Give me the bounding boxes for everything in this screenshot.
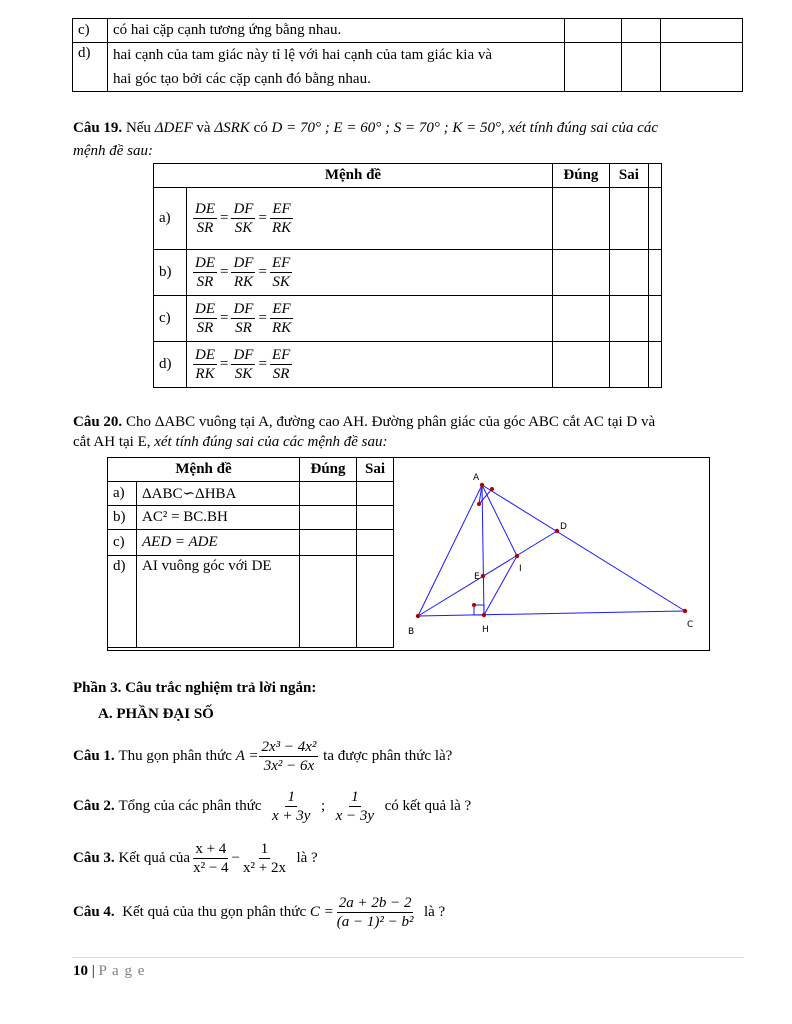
blank-cell (661, 19, 743, 43)
q2-label: Câu 2. (73, 797, 115, 814)
segment-AH (482, 485, 484, 615)
row-label: c) (73, 19, 108, 43)
q19-tri1: ΔDEF (154, 120, 193, 136)
fraction: $\frac{DF}{RK}$ (233, 255, 254, 290)
true-cell[interactable] (552, 296, 609, 342)
false-cell[interactable] (609, 342, 648, 388)
point-D (555, 529, 559, 533)
fraction: $\frac{DF}{SK}$ (233, 347, 254, 382)
row-formula: $\frac{DE}{SR}$ = $\frac{DF}{SK}$ = $\frac{EF}{RK}$ (187, 188, 553, 250)
row-label: c) (154, 296, 187, 342)
false-cell[interactable] (357, 530, 394, 556)
section-title: A. PHẦN ĐẠI SỐ (98, 706, 214, 722)
point-I (515, 554, 519, 558)
triangle-figure (394, 458, 707, 648)
q20-intro (73, 413, 655, 431)
q1 (73, 735, 452, 777)
false-cell[interactable] (622, 43, 661, 92)
blank-cell (648, 296, 661, 342)
row-label: d) (108, 556, 137, 648)
q3-text: Kết quả của (118, 849, 191, 866)
true-cell[interactable] (565, 43, 622, 92)
blank-cell (648, 342, 661, 388)
fraction: $\frac{DF}{SR}$ (233, 301, 254, 336)
footer-rule (72, 957, 744, 958)
q1-text: Thu gọn phân thức (118, 747, 232, 764)
q19-tri2: ΔSRK (214, 120, 250, 136)
q4-tail: là ? (423, 903, 446, 920)
segment-AC (482, 485, 685, 611)
true-cell[interactable] (300, 556, 357, 648)
q20-line1: Cho ΔABC vuông tại A, đường cao AH. Đường phân giác của góc ABC cắt AC tại D và (125, 414, 656, 430)
fraction: $\frac{1}{\text{x² + 2x}}$ (243, 840, 286, 876)
part3-title: Phần 3. Câu trắc nghiệm trả lời ngắn: (73, 680, 317, 696)
row-text (108, 43, 565, 92)
fraction: $\frac{EF}{SR}$ (271, 347, 291, 382)
q3-minus: − (231, 849, 241, 866)
true-cell[interactable] (552, 342, 609, 388)
q19-tail-line2: mệnh đề sau: (73, 143, 153, 159)
q3-label: Câu 3. (73, 849, 115, 866)
point-aux3 (472, 603, 476, 607)
false-cell[interactable] (609, 296, 648, 342)
q19-word: có (253, 120, 268, 136)
row-label: b) (108, 506, 137, 530)
q2-sep: ; (320, 797, 326, 814)
blank-cell (648, 188, 661, 250)
fraction: $\frac{DE}{RK}$ (195, 347, 215, 382)
header-true: Đúng (552, 164, 609, 188)
q1-var: A = (235, 747, 259, 764)
true-cell[interactable] (552, 250, 609, 296)
header-true: Đúng (300, 458, 357, 482)
row-formula: $\frac{DE}{SR}$ = $\frac{DF}{SR}$ = $\frac{EF}{RK}$ (187, 296, 553, 342)
row-label: d) (154, 342, 187, 388)
label-I: I (519, 564, 522, 574)
footer-sep: | (88, 963, 99, 979)
fraction: $\frac{DE}{SR}$ (195, 301, 215, 336)
false-cell[interactable] (609, 188, 648, 250)
fraction: $\frac{DF}{SK}$ (233, 201, 254, 236)
q19-intro (73, 119, 658, 137)
fraction: $\frac{EF}{RK}$ (271, 301, 292, 336)
q20-label: Câu 20. (73, 414, 123, 430)
q19-word: và (196, 120, 211, 136)
row-text: AED = ADE (137, 530, 300, 556)
true-cell[interactable] (565, 19, 622, 43)
page-number: 10 (73, 963, 88, 979)
label-C: C (687, 620, 694, 630)
blank-cell (661, 43, 743, 92)
top-table (72, 18, 743, 92)
q4 (73, 891, 445, 933)
point-aux1 (477, 502, 481, 506)
q3-tail: là ? (296, 849, 318, 866)
false-cell[interactable] (357, 556, 394, 648)
fraction: $\frac{\text{2x³ − 4x²}}{\text{3x² − 6x}}$ (261, 738, 317, 774)
q19-cond: D = 70° ; E = 60° ; S = 70° ; K = 50° (271, 120, 501, 136)
segment-HI (484, 556, 517, 615)
q1-label: Câu 1. (73, 747, 115, 764)
q3 (73, 838, 318, 878)
label-A: A (473, 473, 480, 483)
q19-table (153, 163, 662, 388)
point-A (480, 483, 484, 487)
label-H: H (482, 625, 489, 635)
q2 (73, 786, 471, 826)
true-cell[interactable] (300, 506, 357, 530)
row-text: AC² = BC.BH (137, 506, 300, 530)
row-label: d) (73, 43, 108, 92)
row-text-line: hai góc tạo bởi các cặp cạnh đó bằng nhau. (113, 71, 371, 87)
row-label: a) (108, 482, 137, 506)
q19-label: Câu 19. (73, 120, 123, 136)
footer-page-label: P a g e (98, 963, 146, 979)
fraction: $\frac{1}{x - 3y}$ (335, 788, 375, 824)
point-H (482, 613, 486, 617)
row-text-line: hai cạnh của tam giác này tỉ lệ với hai cạnh của tam giác kia và (113, 47, 493, 63)
row-text: AI vuông góc với DE (137, 556, 300, 648)
row-label: c) (108, 530, 137, 556)
blank-cell (648, 250, 661, 296)
label-B: B (408, 627, 415, 637)
point-E (481, 574, 485, 578)
row-label: a) (154, 188, 187, 250)
q1-tail: ta được phân thức là? (323, 747, 453, 764)
point-C (683, 609, 687, 613)
q2-tail: có kết quả là ? (384, 797, 472, 814)
row-formula: $\frac{DE}{SR}$ = $\frac{DF}{RK}$ = $\frac{EF}{SK}$ (187, 250, 553, 296)
row-text: có hai cặp cạnh tương ứng bằng nhau. (108, 19, 565, 43)
false-cell[interactable] (609, 250, 648, 296)
fraction: $\frac{DE}{SR}$ (195, 201, 215, 236)
q19-word: Nếu (125, 120, 151, 136)
header-statement: Mệnh đề (154, 164, 553, 188)
q19-tail: , xét tính đúng sai của các (500, 120, 658, 136)
true-cell[interactable] (300, 530, 357, 556)
q20-line2: cắt AH tại E, xét tính đúng sai của các mệnh đề sau: (73, 434, 388, 450)
header-false: Sai (609, 164, 648, 188)
q4-text: Kết quả của thu gọn phân thức (122, 903, 307, 920)
false-cell[interactable] (357, 482, 394, 506)
fraction: $\frac{EF}{SK}$ (271, 255, 291, 290)
point-aux2 (490, 487, 494, 491)
true-cell[interactable] (552, 188, 609, 250)
row-text: ΔABC∽ΔHBA (137, 482, 300, 506)
q4-var: C = (309, 903, 334, 920)
point-B (416, 614, 420, 618)
label-E: E (474, 572, 480, 582)
fraction: $\frac{1}{x + 3y}$ (272, 788, 311, 824)
footer (73, 962, 145, 980)
false-cell[interactable] (357, 506, 394, 530)
fraction: $\frac{DE}{SR}$ (195, 255, 215, 290)
label-D: D (560, 522, 567, 532)
fraction: $\frac{EF}{RK}$ (271, 201, 292, 236)
blank-cell (648, 164, 661, 188)
fraction: $\frac{2a + 2b - 2}{\text{(a − 1)² − b²}}$ (336, 894, 414, 930)
q20-table (107, 457, 394, 648)
q4-label: Câu 4. (73, 903, 115, 920)
true-cell[interactable] (300, 482, 357, 506)
row-label: b) (154, 250, 187, 296)
segment-BC (418, 611, 685, 616)
header-false: Sai (357, 458, 394, 482)
header-statement: Mệnh đề (108, 458, 300, 482)
false-cell[interactable] (622, 19, 661, 43)
fraction: $\frac{x + 4}{\text{x² − 4}}$ (193, 840, 229, 876)
row-formula: $\frac{DE}{RK}$ = $\frac{DF}{SK}$ = $\frac{EF}{SR}$ (187, 342, 553, 388)
q2-text: Tổng của các phân thức (118, 797, 262, 814)
